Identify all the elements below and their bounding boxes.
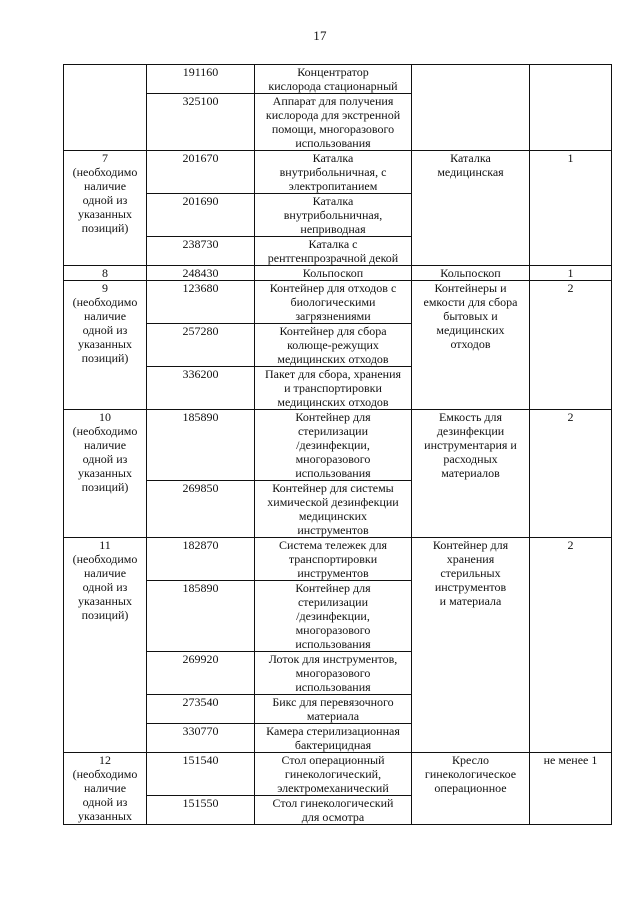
position-number-text: одной из <box>82 795 128 809</box>
item-name-text: помощи, многоразового <box>271 122 395 136</box>
item-name-cell <box>255 94 412 151</box>
item-name-text: биологическими <box>290 295 376 309</box>
item-name-cell <box>255 753 412 796</box>
position-number-cell <box>64 538 147 753</box>
position-number-text: 10 <box>99 410 111 424</box>
equipment-category-text: Контейнер для <box>432 538 509 552</box>
table-row <box>64 538 612 581</box>
item-name-text: использования <box>295 680 371 694</box>
equipment-category-cell <box>412 281 530 410</box>
item-name-text: стерилизации <box>297 424 369 438</box>
equipment-category-text: хранения <box>446 552 495 566</box>
item-name-cell <box>255 281 412 324</box>
equipment-category-text: инструментария и <box>424 438 517 452</box>
item-name-cell <box>255 237 412 266</box>
item-name-cell <box>255 581 412 652</box>
item-name-cell <box>255 481 412 538</box>
item-name-text: Кольпоскоп <box>302 266 364 280</box>
quantity-cell: 1 <box>530 151 612 266</box>
equipment-category-cell <box>412 151 530 266</box>
item-name-text: внутрибольничная, <box>283 208 383 222</box>
equipment-category-cell <box>412 65 530 151</box>
quantity-cell <box>530 65 612 151</box>
position-number-cell <box>64 266 147 281</box>
position-number-text: одной из <box>82 323 128 337</box>
position-number-text: указанных <box>78 337 132 351</box>
item-name-text: электромеханический <box>277 781 389 795</box>
equipment-category-cell <box>412 538 530 753</box>
item-name-text: внутрибольничная, с <box>279 165 387 179</box>
position-number-text: 12 <box>99 753 111 767</box>
table-row <box>64 151 612 194</box>
item-name-text: многоразового <box>295 452 371 466</box>
item-code-cell: 201690 <box>147 194 255 237</box>
item-name-text: Контейнер для <box>295 581 371 595</box>
item-name-text: Бикс для перевязочного <box>272 695 394 709</box>
item-name-text: материала <box>306 709 360 723</box>
quantity-cell: 2 <box>530 538 612 753</box>
item-code-cell: 269850 <box>147 481 255 538</box>
item-name-text: Контейнер для отходов с <box>269 281 397 295</box>
item-name-text: медицинских <box>298 509 368 523</box>
position-number-text: наличие <box>83 309 127 323</box>
item-name-text: химической дезинфекции <box>267 495 399 509</box>
position-number-text: наличие <box>83 179 127 193</box>
item-name-cell <box>255 151 412 194</box>
item-name-text: Стол гинекологический <box>272 796 394 810</box>
quantity-cell: не менее 1 <box>530 753 612 825</box>
equipment-table <box>63 64 612 825</box>
position-number-text: указанных <box>78 466 132 480</box>
page-number: 17 <box>313 28 327 43</box>
item-name-text: Концентратор <box>297 65 369 79</box>
item-name-cell <box>255 266 412 281</box>
position-number-text: 8 <box>102 266 108 280</box>
equipment-category-text: емкости для сбора <box>423 295 518 309</box>
item-name-text: колюще-режущих <box>287 338 379 352</box>
position-number-text: (необходимо <box>72 424 138 438</box>
item-code-cell: 201670 <box>147 151 255 194</box>
position-number-text: 9 <box>102 281 108 295</box>
table-row <box>64 410 612 481</box>
equipment-category-text: Каталка <box>450 151 491 165</box>
item-code-cell: 182870 <box>147 538 255 581</box>
item-code-cell: 151550 <box>147 796 255 825</box>
equipment-category-cell <box>412 410 530 538</box>
position-number-cell <box>64 410 147 538</box>
quantity-cell: 1 <box>530 266 612 281</box>
item-name-text: /дезинфекции, <box>296 438 370 452</box>
position-number-text: (необходимо <box>72 552 138 566</box>
position-number-text: позиций) <box>81 608 129 622</box>
item-name-text: использования <box>295 466 371 480</box>
equipment-category-text: Емкость для <box>438 410 503 424</box>
equipment-category-cell <box>412 753 530 825</box>
position-number-text: указанных <box>78 207 132 221</box>
equipment-category-text: отходов <box>450 337 491 351</box>
item-name-text: многоразового <box>295 623 371 637</box>
item-name-text: Контейнер для системы <box>272 481 394 495</box>
equipment-category-text: медицинских <box>436 323 505 337</box>
item-name-text: кислорода стационарный <box>268 79 398 93</box>
item-name-text: использования <box>295 637 371 651</box>
position-number-text: позиций) <box>81 221 129 235</box>
item-name-text: транспортировки <box>288 552 378 566</box>
item-code-cell: 238730 <box>147 237 255 266</box>
item-name-text: Контейнер для сбора <box>279 324 387 338</box>
equipment-category-text: Кресло <box>452 753 489 767</box>
quantity-cell: 2 <box>530 410 612 538</box>
item-name-text: Каталка <box>312 194 354 208</box>
item-name-cell <box>255 796 412 825</box>
item-code-cell: 273540 <box>147 695 255 724</box>
equipment-category-text: медицинская <box>437 165 504 179</box>
item-name-text: использования <box>295 136 371 150</box>
position-number-text: наличие <box>83 781 127 795</box>
position-number-text: 7 <box>102 151 108 165</box>
item-code-cell: 325100 <box>147 94 255 151</box>
item-name-text: /дезинфекции, <box>296 609 370 623</box>
equipment-category-text: Кольпоскоп <box>440 266 501 280</box>
item-code-cell: 336200 <box>147 367 255 410</box>
item-name-text: стерилизации <box>297 595 369 609</box>
item-name-cell <box>255 324 412 367</box>
item-name-cell <box>255 652 412 695</box>
item-code-cell: 191160 <box>147 65 255 94</box>
item-code-cell: 257280 <box>147 324 255 367</box>
equipment-category-cell <box>412 266 530 281</box>
item-name-text: Пакет для сбора, хранения <box>264 367 402 381</box>
item-name-text: инструментов <box>297 566 369 580</box>
item-name-text: электропитанием <box>288 179 378 193</box>
table-row <box>64 266 612 281</box>
quantity-cell: 2 <box>530 281 612 410</box>
item-name-text: и транспортировки <box>284 381 382 395</box>
item-name-text: бактерицидная <box>294 738 372 752</box>
position-number-text: наличие <box>83 438 127 452</box>
item-name-cell <box>255 410 412 481</box>
item-name-text: Каталка <box>312 151 354 165</box>
equipment-category-text: гинекологическое <box>424 767 517 781</box>
item-code-cell: 185890 <box>147 410 255 481</box>
table-row <box>64 65 612 94</box>
item-name-text: Контейнер для <box>295 410 371 424</box>
table-row <box>64 753 612 796</box>
item-name-text: Лоток для инструментов, <box>268 652 398 666</box>
position-number-cell <box>64 65 147 151</box>
position-number-cell <box>64 281 147 410</box>
position-number-text: позиций) <box>81 480 129 494</box>
equipment-category-text: бытовых и <box>443 309 498 323</box>
position-number-text: (необходимо <box>72 295 138 309</box>
equipment-category-text: операционное <box>434 781 507 795</box>
item-name-text: многоразового <box>295 666 371 680</box>
item-code-cell: 151540 <box>147 753 255 796</box>
position-number-text: указанных <box>78 809 132 823</box>
item-name-cell <box>255 724 412 753</box>
equipment-category-text: материалов <box>441 466 500 480</box>
item-name-cell <box>255 538 412 581</box>
item-name-text: гинекологический, <box>284 767 382 781</box>
equipment-category-text: дезинфекции <box>436 424 505 438</box>
equipment-table-body <box>64 65 612 825</box>
table-row <box>64 281 612 324</box>
position-number-text: одной из <box>82 580 128 594</box>
item-name-text: Камера стерилизационная <box>266 724 400 738</box>
item-code-cell: 248430 <box>147 266 255 281</box>
equipment-category-text: и материала <box>439 594 502 608</box>
item-code-cell: 123680 <box>147 281 255 324</box>
item-name-text: для осмотра <box>301 810 365 824</box>
item-code-cell: 330770 <box>147 724 255 753</box>
position-number-text: (необходимо <box>72 767 138 781</box>
item-name-cell <box>255 695 412 724</box>
position-number-text: одной из <box>82 452 128 466</box>
item-name-text: Аппарат для получения <box>272 94 394 108</box>
item-name-cell <box>255 65 412 94</box>
item-name-text: загрязнениями <box>295 309 371 323</box>
item-name-text: медицинских отходов <box>277 352 389 366</box>
item-name-text: неприводная <box>300 222 366 236</box>
equipment-category-text: Контейнеры и <box>434 281 507 295</box>
position-number-text: указанных <box>78 594 132 608</box>
position-number-cell <box>64 753 147 825</box>
item-code-cell: 269920 <box>147 652 255 695</box>
position-number-text: одной из <box>82 193 128 207</box>
position-number-text: (необходимо <box>72 165 138 179</box>
item-code-cell: 185890 <box>147 581 255 652</box>
equipment-category-text: инструментов <box>434 580 507 594</box>
item-name-text: Каталка с <box>308 237 358 251</box>
item-name-text: инструментов <box>297 523 369 537</box>
equipment-category-text: стерильных <box>440 566 501 580</box>
item-name-text: Стол операционный <box>281 753 385 767</box>
position-number-text: 11 <box>99 538 111 552</box>
item-name-text: Система тележек для <box>279 538 387 552</box>
equipment-category-text: расходных <box>443 452 498 466</box>
position-number-text: наличие <box>83 566 127 580</box>
position-number-text: позиций) <box>81 351 129 365</box>
item-name-text: медицинских отходов <box>277 395 389 409</box>
item-name-text: рентгенпрозрачной декой <box>267 251 399 265</box>
item-name-text: кислорода для экстренной <box>265 108 401 122</box>
item-name-cell <box>255 194 412 237</box>
position-number-cell <box>64 151 147 266</box>
item-name-cell <box>255 367 412 410</box>
